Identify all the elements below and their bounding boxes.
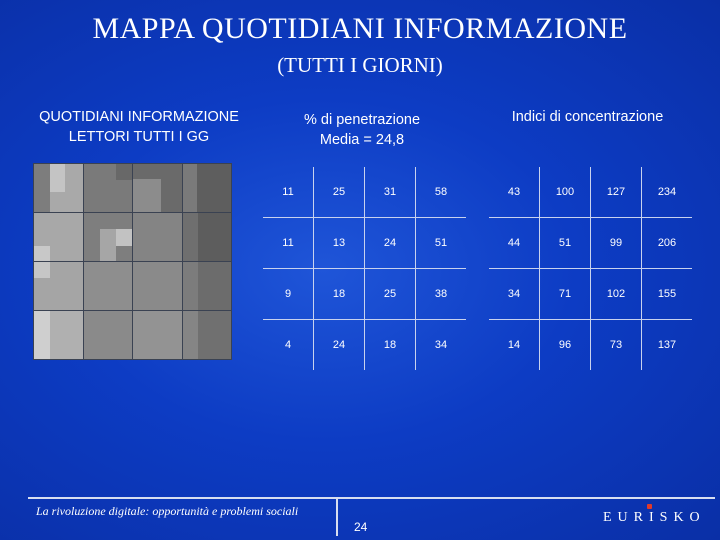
table-cell: 24: [365, 218, 416, 269]
concentration-header: Indici di concentrazione: [511, 109, 664, 125]
table-cell: 44: [489, 218, 540, 269]
table-row: [263, 167, 466, 218]
table-cell: 38: [416, 269, 467, 320]
table-cell: 234: [642, 167, 693, 218]
map-cell: [34, 262, 84, 311]
table-cell: 11: [263, 167, 314, 218]
table-cell: 51: [416, 218, 467, 269]
map-cell: [34, 311, 84, 360]
table-cell: 9: [263, 269, 314, 320]
map-cell: [84, 213, 134, 262]
table-cell: 206: [642, 218, 693, 269]
table-cell: 127: [591, 167, 642, 218]
table-cell: 4: [263, 320, 314, 371]
table-cell: 25: [365, 269, 416, 320]
table-row: [263, 218, 466, 269]
map-cell: [84, 164, 134, 213]
map-cell: [183, 311, 233, 360]
footer-caption: La rivoluzione digitale: opportunità e problemi sociali: [36, 504, 299, 518]
left-header-line-2: LETTORI TUTTI I GG: [68, 129, 210, 145]
map-cell: [133, 262, 183, 311]
penetration-table: [263, 167, 466, 370]
table-cell: 14: [489, 320, 540, 371]
map-cell: [183, 262, 233, 311]
map-cell: [133, 164, 183, 213]
map-cell: [183, 164, 233, 213]
table-cell: 31: [365, 167, 416, 218]
table-cell: 24: [314, 320, 365, 371]
table-cell: 100: [540, 167, 591, 218]
table-cell: 13: [314, 218, 365, 269]
page-number: 24: [354, 520, 368, 534]
table-cell: 34: [489, 269, 540, 320]
table-cell: 25: [314, 167, 365, 218]
table-cell: 155: [642, 269, 693, 320]
table-cell: 18: [365, 320, 416, 371]
table-row: [489, 218, 692, 269]
table-row: [489, 320, 692, 371]
table-cell: 73: [591, 320, 642, 371]
table-cell: 58: [416, 167, 467, 218]
page-subtitle: (TUTTI I GIORNI): [277, 53, 443, 77]
table-row: [263, 269, 466, 320]
table-cell: 96: [540, 320, 591, 371]
table-cell: 43: [489, 167, 540, 218]
penetration-header-line-2: Media = 24,8: [319, 132, 405, 148]
table-row: [263, 320, 466, 371]
footer-divider: [322, 497, 715, 499]
table-row: [489, 269, 692, 320]
table-cell: 102: [591, 269, 642, 320]
map-mosaic: [33, 163, 232, 360]
page-title: MAPPA QUOTIDIANI INFORMAZIONE: [92, 12, 628, 45]
penetration-header-line-1: % di penetrazione: [303, 112, 421, 128]
table-cell: 51: [540, 218, 591, 269]
map-cell: [34, 213, 84, 262]
map-cell: [133, 311, 183, 360]
left-header: [14, 107, 264, 147]
table-cell: 34: [434, 339, 448, 351]
map-cell: [183, 213, 233, 262]
table-cell: 137: [657, 339, 677, 351]
map-cell: [133, 213, 183, 262]
concentration-table: [489, 167, 692, 370]
map-cell: [34, 164, 84, 213]
table-cell: 71: [540, 269, 591, 320]
table-cell: 99: [591, 218, 642, 269]
logo-accent-dot: [647, 504, 652, 509]
left-header-line-1: QUOTIDIANI INFORMAZIONE: [39, 109, 239, 125]
penetration-header: [262, 110, 462, 150]
table-row: [489, 167, 692, 218]
table-cell: 11: [263, 218, 314, 269]
map-cell: [84, 311, 134, 360]
map-cell: [84, 262, 134, 311]
table-cell: 18: [314, 269, 365, 320]
eurisko-logo: EURISKO: [603, 510, 706, 525]
